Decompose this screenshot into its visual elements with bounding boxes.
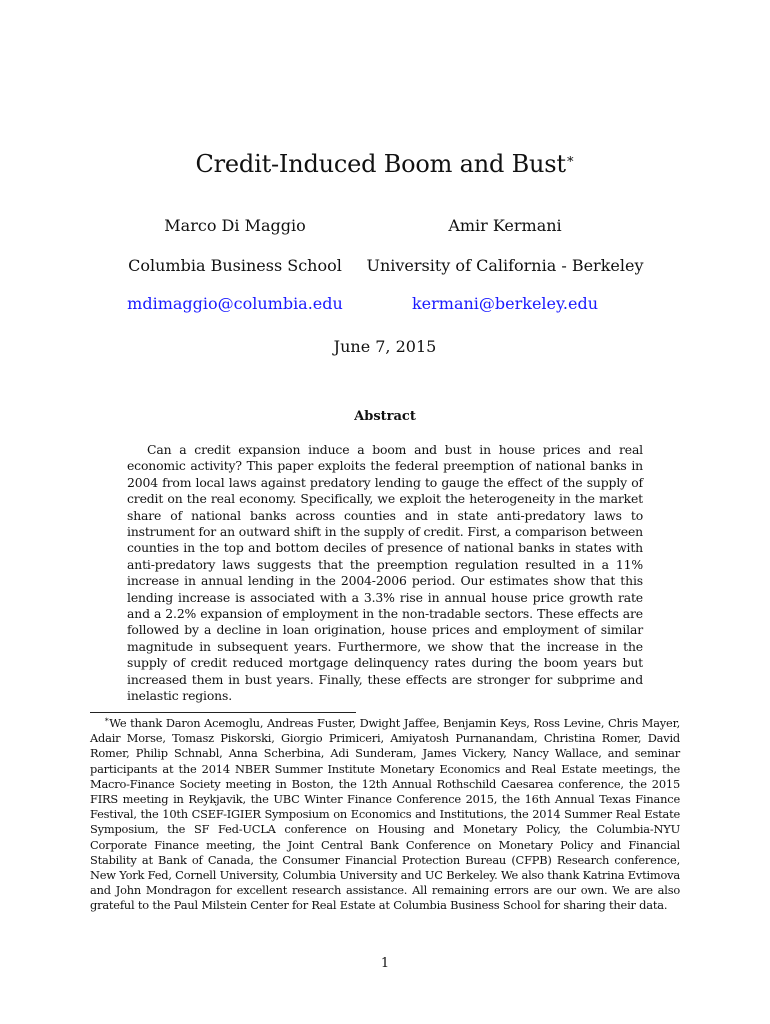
author-2-email-link[interactable]: kermani@berkeley.edu: [411, 294, 599, 313]
author-2-name: Amir Kermani: [448, 216, 562, 235]
author-2-affiliation: University of California - Berkeley: [366, 256, 644, 275]
author-1-email-link[interactable]: mdimaggio@columbia.edu: [127, 294, 343, 313]
footnote-mark: ∗: [104, 715, 110, 725]
footnote-divider: [90, 712, 356, 713]
footnote-text: We thank Daron Acemoglu, Andreas Fuster, Dwight Jaffee, Benjamin Keys, Ross Levine, Chris Mayer, Adair Morse, Tomasz Piskorski, Giorgio Primiceri, Amiyatosh Purnanandam, Christina Romer, David Romer, Philip Schnabl, Anna Scherbina, Adi Sunderam, James Vickery, Nancy Wallace, and seminar participants at the 2014 NBER Summer Institute Monetary Economics and Real Estate meetings, the Macro-Finance Society meeting in Boston, the 12th Annual Rothschild Caesarea conference, the 2015 FIRS meeting in Reykjavik, the UBC Winter Finance Conference 2015, the 16th Annual Texas Finance Festival, the 10th CSEF-IGIER Symposium on Economics and Institutions, the 2014 Summer Real Estate Symposium, the SF Fed-UCLA conference on Housing and Monetary Policy, the Columbia-NYU Corporate Finance meeting, the Joint Central Bank Conference on Monetary Policy and Financial Stability at Bank of Canada, the Consumer Financial Protection Bureau (CFPB) Research conference, New York Fed, Cornell University, Columbia University and UC Berkeley. We also thank Katrina Evtimova and John Mondragon for excellent research assistance. All remaining errors are our own. We are also grateful to the Paul Milstein Center for Real Estate at Columbia Business School for sharing their data.: [90, 716, 680, 913]
page-number: 1: [380, 956, 390, 971]
acknowledgement-footnote: [90, 716, 680, 914]
abstract-heading: Abstract: [354, 409, 416, 424]
title-text: Credit-Induced Boom and Bust: [195, 150, 566, 178]
paper-date: June 7, 2015: [333, 337, 437, 356]
title-footnote-mark: ∗: [565, 152, 575, 167]
author-1-affiliation: Columbia Business School: [128, 256, 342, 275]
abstract-text: Can a credit expansion induce a boom and bust in house prices and real economic activity? This paper exploits the federal preemption of national banks in 2004 from local laws against predatory lending to gauge the effect of the supply of credit on the real economy. Specifically, we exploit the heterogeneity in the market share of national banks across counties and in state anti-predatory laws to instrument for an outward shift in the supply of credit. First, a comparison between counties in the top and bottom deciles of presence of national banks in states with anti-predatory laws suggests that the preemption regulation resulted in a 11% increase in annual lending in the 2004-2006 period. Our estimates show that this lending increase is associated with a 3.3% rise in annual house price growth rate and a 2.2% expansion of employment in the non-tradable sectors. These effects are followed by a decline in loan origination, house prices and employment of similar magnitude in subsequent years. Furthermore, we show that the increase in the supply of credit reduced mortgage delinquency rates during the boom years but increased them in bust years. Finally, these effects are stronger for subprime and inelastic regions.: [127, 442, 643, 704]
author-1-name: Marco Di Maggio: [164, 216, 306, 235]
paper-title: [0, 150, 770, 178]
